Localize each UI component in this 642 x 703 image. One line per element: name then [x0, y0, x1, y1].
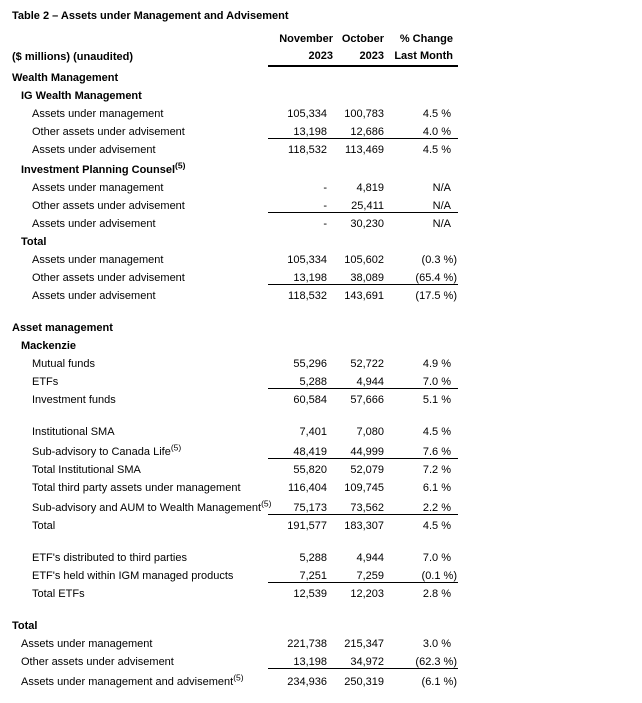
- value-november: 12,539: [293, 588, 327, 600]
- value-november: 48,419: [268, 438, 333, 458]
- header-row-1: [12, 26, 458, 45]
- value-change: (6.1 %): [421, 676, 457, 688]
- value-october: 25,411: [333, 194, 390, 212]
- data-row: [12, 194, 458, 212]
- value-change: 4.0 %: [390, 120, 458, 138]
- row-label: Mackenzie: [21, 340, 77, 352]
- row-label: Assets under advisement: [32, 218, 156, 230]
- value-october: 143,691: [344, 290, 384, 302]
- value-october: 7,259: [333, 564, 390, 582]
- value-change: 4.5 %: [422, 144, 451, 156]
- table-header: [12, 26, 458, 66]
- data-row: [12, 138, 458, 156]
- value-november: 105,334: [287, 254, 327, 266]
- table-title: Table 2 – Assets under Management and Advisement: [12, 10, 289, 22]
- data-row: [12, 632, 458, 650]
- value-october: 4,819: [356, 182, 384, 194]
- data-row: [12, 650, 458, 668]
- row-label: ETF's held within IGM managed products: [32, 570, 234, 582]
- value-november: 191,577: [287, 520, 327, 532]
- value-october: 105,602: [344, 254, 384, 266]
- value-october: 183,307: [344, 520, 384, 532]
- value-november: -: [323, 218, 327, 230]
- value-change: 4.9 %: [422, 358, 451, 370]
- row-label: Investment funds: [32, 394, 116, 406]
- spacer-cell: [12, 532, 458, 546]
- footnote-ref: (5): [170, 442, 182, 453]
- row-label: Total: [12, 620, 38, 632]
- spacer-cell: [12, 302, 458, 316]
- value-october: 38,089: [333, 266, 390, 284]
- row-label: ETFs: [32, 376, 59, 388]
- spacer-cell: [12, 600, 458, 614]
- value-change: N/A: [432, 218, 451, 230]
- row-label: Total Institutional SMA: [32, 464, 141, 476]
- data-row: [12, 476, 458, 494]
- footnote-ref: (5): [175, 160, 186, 171]
- value-change: 4.5 %: [422, 108, 451, 120]
- value-october: 34,972: [333, 650, 390, 668]
- value-november: 60,584: [293, 394, 327, 406]
- value-change: 7.6 %: [390, 438, 458, 458]
- value-october: 12,686: [333, 120, 390, 138]
- data-row: [12, 102, 458, 120]
- value-october: 52,722: [350, 358, 384, 370]
- data-row: [12, 120, 458, 138]
- row-label: ETF's distributed to third parties: [32, 552, 187, 564]
- row-label: Investment Planning Counsel$^{(5)}$: [21, 160, 186, 176]
- header-empty-cell: [12, 26, 268, 45]
- value-november: 13,198: [268, 120, 333, 138]
- row-label: Other assets under advisement: [32, 200, 185, 212]
- value-change: 4.5 %: [422, 520, 451, 532]
- data-row: [12, 248, 458, 266]
- section-row: [12, 316, 458, 334]
- data-row: [12, 582, 458, 600]
- data-row: [12, 352, 458, 370]
- value-november: 75,173: [268, 494, 333, 514]
- value-october: 30,230: [350, 218, 384, 230]
- section-row: [12, 614, 458, 632]
- value-november: 234,936: [287, 676, 327, 688]
- footnote-ref: (5): [261, 498, 272, 509]
- value-november: 5,288: [299, 552, 327, 564]
- row-label: Assets under management: [32, 182, 164, 194]
- data-row: [12, 212, 458, 230]
- row-label: Assets under management: [21, 638, 153, 650]
- subsection-row: [12, 230, 458, 248]
- value-change: (62.3 %): [390, 650, 458, 668]
- value-november: 118,532: [288, 290, 327, 302]
- header-row-2: [12, 45, 458, 66]
- row-label: Other assets under advisement: [32, 272, 185, 284]
- value-change: 5.1 %: [422, 394, 451, 406]
- value-october: 73,562: [333, 494, 390, 514]
- data-row: [12, 494, 458, 514]
- value-change: N/A: [432, 182, 451, 194]
- value-november: -: [323, 182, 327, 194]
- spacer-row: [12, 532, 458, 546]
- value-november: 55,296: [293, 358, 327, 370]
- value-change: 4.5 %: [422, 426, 451, 438]
- table-body: [12, 66, 458, 688]
- row-label: Mutual funds: [32, 358, 95, 370]
- data-row: [12, 176, 458, 194]
- units-label: ($ millions) (unaudited): [12, 51, 133, 63]
- row-label: Assets under management: [32, 254, 164, 266]
- row-label: Assets under advisement: [32, 144, 156, 156]
- value-change: (0.1 %): [390, 564, 458, 582]
- data-row: [12, 458, 458, 476]
- value-october: 52,079: [350, 464, 384, 476]
- row-label: Wealth Management: [12, 72, 119, 84]
- subsection-row: [12, 334, 458, 352]
- value-october: 4,944: [356, 552, 384, 564]
- col-header-october: October: [341, 33, 384, 45]
- value-change: (65.4 %): [390, 266, 458, 284]
- value-change: 2.2 %: [390, 494, 458, 514]
- value-change: N/A: [390, 194, 458, 212]
- col-header-november: November: [279, 33, 333, 45]
- value-change: (0.3 %): [421, 254, 457, 266]
- data-row: [12, 564, 458, 582]
- subsection-row: [12, 156, 458, 176]
- value-october: 4,944: [333, 370, 390, 388]
- data-row: [12, 266, 458, 284]
- row-label: Total ETFs: [32, 588, 85, 600]
- row-label: Assets under management: [32, 108, 164, 120]
- col-header-change: % Change: [399, 33, 453, 45]
- value-change: 3.0 %: [422, 638, 451, 650]
- section-row: [12, 66, 458, 84]
- value-october: 44,999: [333, 438, 390, 458]
- row-label: Total: [21, 236, 47, 248]
- row-label: Sub-advisory and AUM to Wealth Management$^{(5)}$: [32, 498, 272, 514]
- col-header-october-year: 2023: [333, 45, 390, 66]
- spacer-row: [12, 600, 458, 614]
- row-label: Other assets under advisement: [32, 126, 185, 138]
- data-row: [12, 388, 458, 406]
- row-label: Sub-advisory to Canada Life$^{(5)}$: [32, 442, 182, 458]
- row-label: Institutional SMA: [32, 426, 115, 438]
- value-november: 118,532: [288, 144, 327, 156]
- value-november: 55,820: [293, 464, 327, 476]
- value-october: 100,783: [344, 108, 384, 120]
- data-row: [12, 370, 458, 388]
- row-label: Assets under management and advisement$^{(5)}$: [21, 672, 244, 688]
- value-november: 7,251: [268, 564, 333, 582]
- row-label: IG Wealth Management: [21, 90, 142, 102]
- value-change: 7.2 %: [422, 464, 451, 476]
- spacer-row: [12, 302, 458, 316]
- value-october: 7,080: [356, 426, 384, 438]
- data-row: [12, 420, 458, 438]
- value-october: 57,666: [350, 394, 384, 406]
- spacer-cell: [12, 406, 458, 420]
- row-label: Total third party assets under management: [32, 482, 241, 494]
- value-november: 5,288: [268, 370, 333, 388]
- row-label: Asset management: [12, 322, 113, 334]
- value-october: 215,347: [344, 638, 384, 650]
- value-october: 250,319: [344, 676, 384, 688]
- value-change: 6.1 %: [422, 482, 451, 494]
- value-change: (17.5 %): [415, 290, 457, 302]
- subsection-row: [12, 84, 458, 102]
- value-november: -: [268, 194, 333, 212]
- value-change: 2.8 %: [422, 588, 451, 600]
- value-november: 116,404: [288, 482, 327, 494]
- data-row: [12, 546, 458, 564]
- row-label: Assets under advisement: [32, 290, 156, 302]
- data-row: [12, 284, 458, 302]
- col-header-change-sub: Last Month: [390, 45, 458, 66]
- value-change: 7.0 %: [422, 552, 451, 564]
- value-november: 13,198: [268, 266, 333, 284]
- value-november: 13,198: [268, 650, 333, 668]
- value-november: 7,401: [299, 426, 327, 438]
- data-row: [12, 514, 458, 532]
- row-label: Total: [32, 520, 56, 532]
- value-october: 109,745: [344, 482, 384, 494]
- value-november: 221,738: [287, 638, 327, 650]
- spacer-row: [12, 406, 458, 420]
- value-change: 7.0 %: [390, 370, 458, 388]
- assets-table: [12, 26, 458, 688]
- data-row: [12, 668, 458, 688]
- footnote-ref: (5): [233, 672, 244, 683]
- value-november: 105,334: [287, 108, 327, 120]
- data-row: [12, 438, 458, 458]
- col-header-november-year: 2023: [268, 45, 333, 66]
- value-october: 12,203: [350, 588, 384, 600]
- value-october: 113,469: [345, 144, 384, 156]
- row-label: Other assets under advisement: [21, 656, 174, 668]
